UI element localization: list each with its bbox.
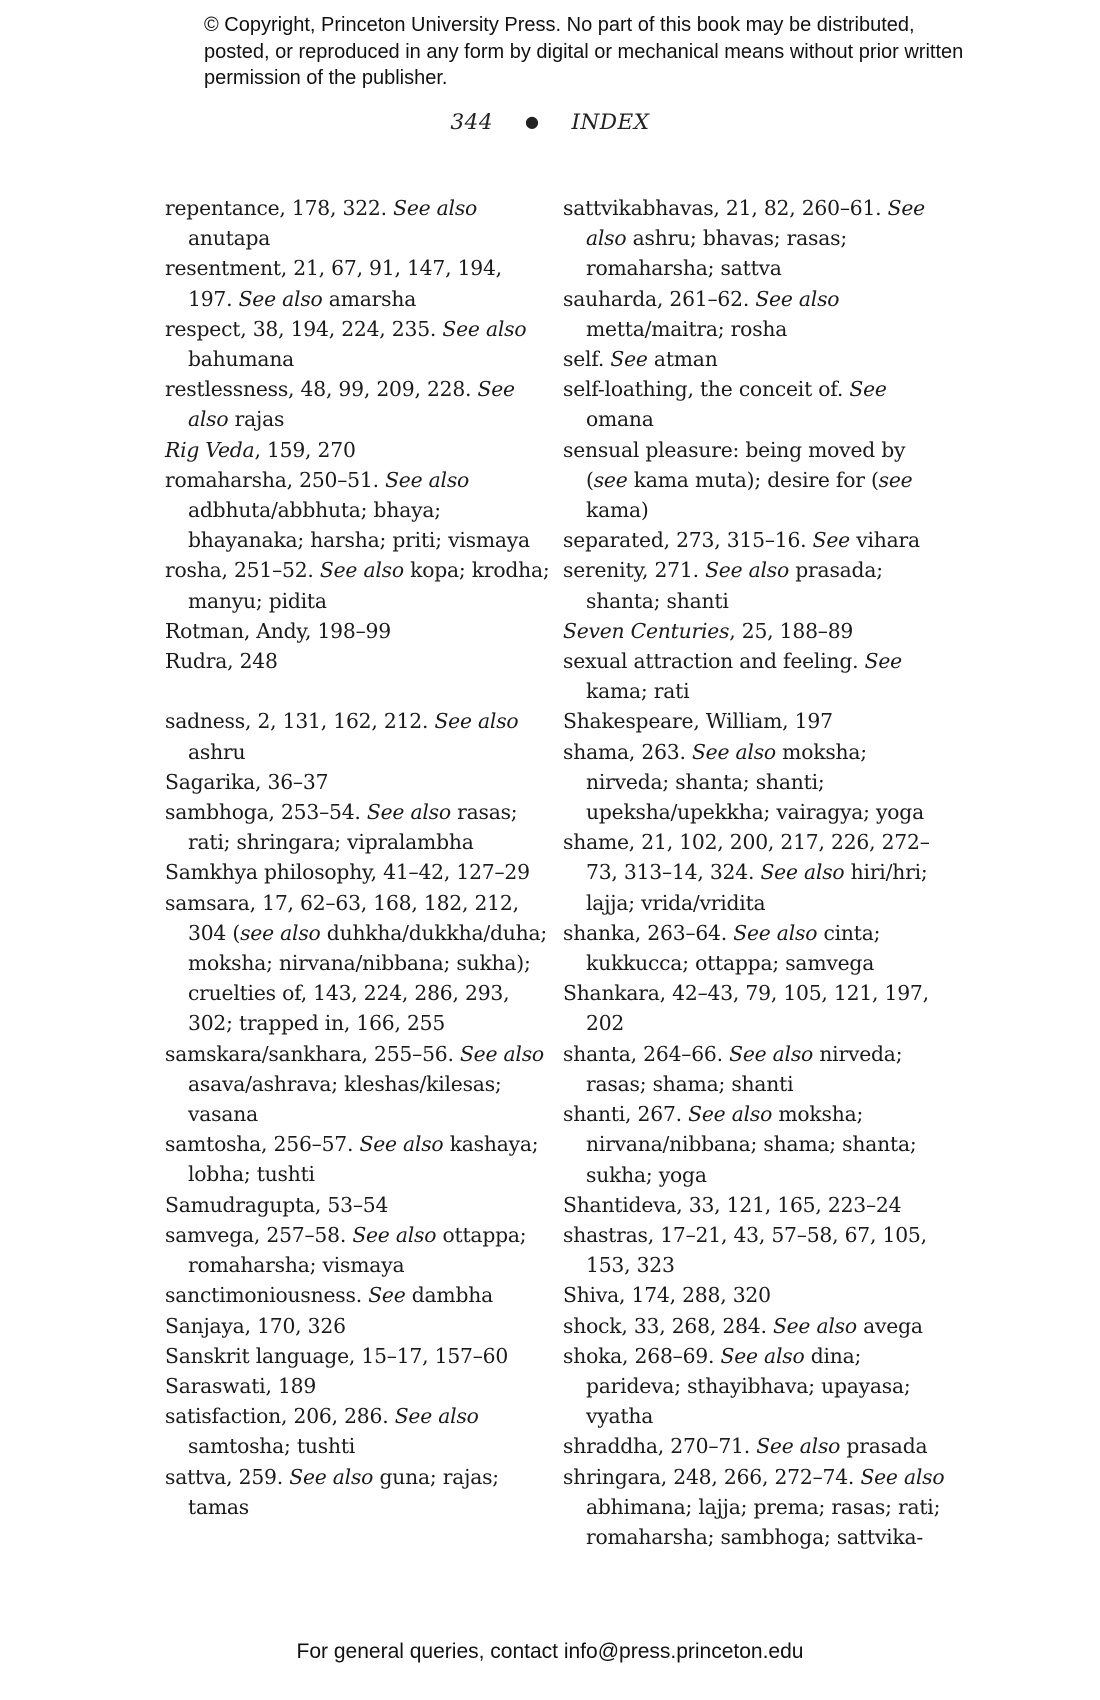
italic-text: See also — [385, 467, 470, 492]
index-entry: samsara, 17, 62–63, 168, 182, 212, 304 (see also duhkha/dukkha/duha; moksha; nirvana/nibbana; sukha); cruelties of, 143, 224, 286, 293, 302; trapped in, 166, 255 — [165, 890, 548, 1036]
index-entry: shanti, 267. See also moksha; nirvana/nibbana; shama; shanta; sukha; yoga — [563, 1102, 917, 1187]
index-entry: sadness, 2, 131, 162, 212. See also ashru — [165, 709, 519, 764]
italic-text: See — [864, 649, 902, 674]
section-title: INDEX — [571, 110, 650, 135]
index-entry: Samkhya philosophy, 41–42, 127–29 — [165, 860, 530, 885]
footer-contact: For general queries, contact info@press.princeton.edu — [296, 1640, 804, 1663]
index-entry: shoka, 268–69. See also dina; parideva; sthayibhava; upayasa; vyatha — [563, 1343, 911, 1429]
italic-text: See also — [188, 377, 515, 432]
italic-text: See also — [442, 316, 527, 341]
italic-text: See also — [755, 286, 840, 311]
italic-text: See also — [359, 1132, 444, 1157]
index-entry: shanta, 264–66. See also nirveda; rasas; shama; shanti — [563, 1041, 903, 1096]
italic-text: See also — [772, 1313, 857, 1338]
index-entry: romaharsha, 250–51. See also adbhuta/abbhuta; bhaya; bhayanaka; harsha; priti; vismaya — [165, 467, 530, 553]
running-head — [0, 110, 1100, 135]
italic-text: See also — [393, 196, 478, 220]
italic-text: See also — [459, 1041, 544, 1066]
index-entry: respect, 38, 194, 224, 235. See also bahumana — [165, 316, 527, 372]
italic-text: See also — [238, 286, 323, 311]
italic-text: See also — [586, 196, 925, 251]
index-entry: rosha, 251–52. See also kopa; krodha; manyu; pidita — [165, 558, 550, 613]
index-entry: Shankara, 42–43, 79, 105, 121, 197, 202 — [563, 981, 929, 1036]
index-entry: Rudra, 248 — [165, 649, 278, 674]
index-entry: sattvikabhavas, 21, 82, 260–61. See also ashru; bhavas; rasas; romaharsha; sattva — [563, 196, 925, 281]
index-entry: Shakespeare, William, 197 — [563, 709, 833, 734]
index-entry: separated, 273, 315–16. See vihara — [563, 528, 920, 553]
index-entry: Seven Centuries, 25, 188–89 — [563, 618, 854, 643]
italic-text: See also — [705, 558, 790, 583]
index-entry: Shantideva, 33, 121, 165, 223–24 — [563, 1192, 902, 1217]
italic-text: See also — [860, 1464, 945, 1489]
index-entry: shock, 33, 268, 284. See also avega — [563, 1313, 923, 1338]
index-entry: serenity, 271. See also prasada; shanta; shanti — [563, 558, 883, 613]
bullet-separator-icon: ● — [525, 112, 540, 131]
italic-text: See also — [760, 860, 845, 885]
italic-text: See — [610, 347, 648, 372]
index-entry: samvega, 257–58. See also ottappa; romaharsha; vismaya — [165, 1222, 527, 1278]
italic-text: See also — [729, 1041, 814, 1066]
italic-text: see also — [240, 920, 321, 945]
index-entry: Samudragupta, 53–54 — [165, 1192, 389, 1217]
italic-text: See also — [352, 1222, 437, 1247]
italic-text: Seven Centuries — [563, 618, 730, 643]
italic-text: see — [878, 467, 913, 492]
italic-text: See also — [733, 920, 818, 945]
italic-text: See also — [756, 1434, 841, 1459]
index-column-left — [165, 193, 550, 1522]
index-entry: shringara, 248, 266, 272–74. See also abhimana; lajja; prema; rasas; rati; romaharsha; sambhoga; sattvika- — [563, 1464, 945, 1549]
index-entry: samtosha, 256–57. See also kashaya; lobha; tushti — [165, 1132, 539, 1187]
italic-text: See — [368, 1283, 406, 1308]
index-entry: restlessness, 48, 99, 209, 228. See also rajas — [165, 377, 515, 432]
italic-text: See — [849, 377, 887, 402]
index-entry: Sanjaya, 170, 326 — [165, 1313, 346, 1338]
italic-text: Rig Veda — [165, 437, 255, 462]
index-entry: sattva, 259. See also guna; rajas; tamas — [165, 1464, 499, 1519]
index-entry: satisfaction, 206, 286. See also samtosha; tushti — [165, 1404, 479, 1459]
italic-text: See also — [289, 1464, 374, 1489]
italic-text: See also — [691, 739, 776, 764]
index-entry: self-loathing, the conceit of. See omana — [563, 377, 887, 432]
index-entry: resentment, 21, 67, 91, 147, 194, 197. See also amarsha — [165, 256, 502, 311]
index-entry: Sagarika, 36–37 — [165, 769, 329, 794]
index-entry: self. See atman — [563, 347, 718, 372]
italic-text: See — [812, 528, 850, 553]
italic-text: See also — [366, 800, 451, 825]
page-number: 344 — [450, 110, 494, 135]
copyright-notice: © Copyright, Princeton University Press. No part of this book may be distributed, posted, or reproduced in any form by digital or mechanical means without prior written permission of the publisher. — [204, 14, 964, 89]
index-entry: sexual attraction and feeling. See kama; rati — [563, 649, 902, 704]
index-entry: Rig Veda, 159, 270 — [165, 437, 356, 462]
index-entry: shame, 21, 102, 200, 217, 226, 272–73, 313–14, 324. See also hiri/hri; lajja; vrida/vridita — [563, 830, 930, 915]
italic-text: See also — [688, 1102, 773, 1127]
italic-text: See also — [394, 1404, 479, 1429]
index-entry: sambhoga, 253–54. See also rasas; rati; shringara; vipralambha — [165, 800, 518, 855]
index-entry: Shiva, 174, 288, 320 — [563, 1283, 771, 1308]
index-entry: shanka, 263–64. See also cinta; kukkucca; ottappa; samvega — [563, 920, 881, 976]
index-entry: Saraswati, 189 — [165, 1373, 317, 1398]
index-entry: shastras, 17–21, 43, 57–58, 67, 105, 153, 323 — [563, 1222, 927, 1278]
index-entry: Sanskrit language, 15–17, 157–60 — [165, 1343, 509, 1368]
index-entry: sensual pleasure: being moved by (see kama muta); desire for (see kama) — [563, 437, 913, 523]
index-entry: sauharda, 261–62. See also metta/maitra; rosha — [563, 286, 840, 341]
index-entry: shraddha, 270–71. See also prasada — [563, 1434, 928, 1459]
italic-text: see — [593, 467, 628, 492]
index-column-right — [563, 193, 953, 1552]
index-entry: Rotman, Andy, 198–99 — [165, 618, 391, 643]
index-entry: samskara/sankhara, 255–56. See also asava/ashrava; kleshas/kilesas; vasana — [165, 1041, 544, 1127]
index-entry: shama, 263. See also moksha; nirveda; shanta; shanti; upeksha/upekkha; vairagya; yoga — [563, 739, 924, 825]
index-entry: repentance, 178, 322. See also anutapa — [165, 196, 478, 251]
italic-text: See also — [720, 1343, 805, 1368]
index-entry: sanctimoniousness. See dambha — [165, 1283, 494, 1308]
italic-text: See also — [434, 709, 519, 734]
italic-text: See also — [319, 558, 404, 583]
